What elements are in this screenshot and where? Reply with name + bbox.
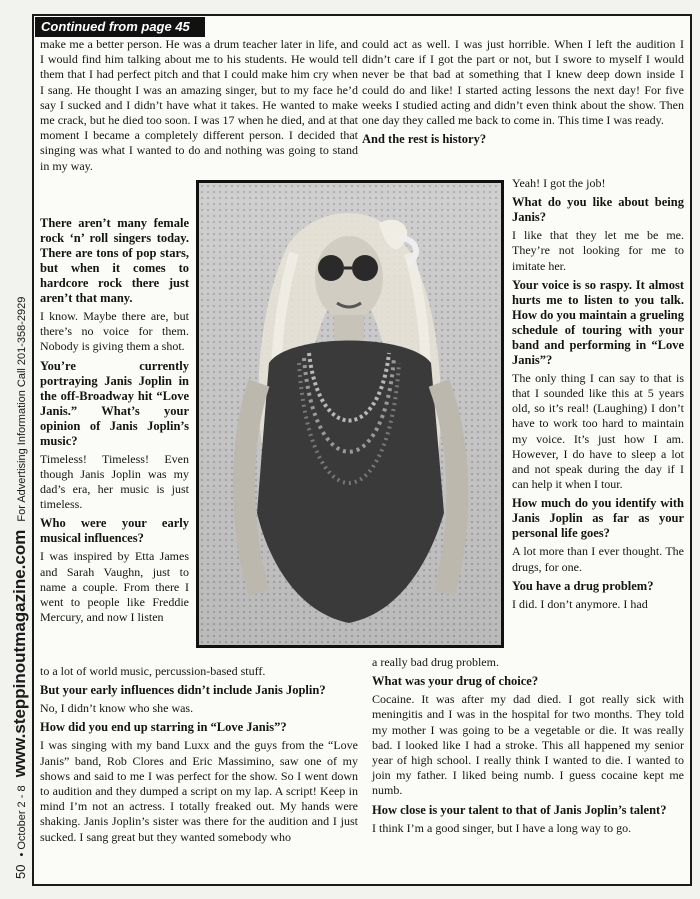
interview-answer: I like that they let me be me. They’re not looking for me to imitate her. [512,228,684,273]
interview-question: There aren’t many female rock ‘n’ roll singers today. There are tons of pop stars, but when it comes to hardcore rock there just aren’t that many. [40,216,189,305]
issue-date: • October 2 - 8 [16,785,28,857]
interview-answer: I know. Maybe there are, but there’s no voice for them. Nobody is giving them a shot. [40,309,189,354]
spine-text [10,297,30,879]
interview-answer: make me a better person. He was a drum teacher later in life, and I would find him talking about me to his students. He would tell them that I had perfect pitch and that I could make him cry when I sang. He thought I was an amazing singer, but to my face he’d say I sucked and I didn’t have what it takes. He wanted to make me crack, but he died too soon. I was 17 when he died, and at that moment I became a completely different person. I decided that singing was what I wanted to do and nothing was going to stand in my way. [40,37,358,173]
continued-banner: Continued from page 45 [35,17,205,37]
interview-answer: I did. I don’t anymore. I had [512,596,648,611]
interview-question: How much do you identify with Janis Joplin as far as your personal life goes? [512,496,684,541]
column-left-narrow [40,212,189,628]
portrait-photo [196,180,504,648]
interview-answer: A lot more than I ever thought. The drugs, for one. [512,544,684,574]
column-left-top [40,37,358,177]
interview-question: Your voice is so raspy. It almost hurts me to listen to you talk. How do you maintain a grueling schedule of touring with your band and performing in “Love Janis”? [512,277,684,367]
interview-answer: I was inspired by Etta James and Sarah Vaughn, just to name a couple. From there I went to people like Freddie Mercury, and now I listen [40,549,189,625]
interview-question: You have a drug problem? [512,578,654,593]
portrait-illustration [199,183,501,645]
interview-answer: Timeless! Timeless! Even though Janis Joplin was my dad’s era, her music is just timeless. [40,451,189,512]
interview-question: And the rest is history? [362,132,487,147]
interview-answer: I think I’m a good singer, but I have a long way to go. [372,820,632,835]
advertising-info: For Advertising Information Call 201-358-2929 [16,296,28,522]
page-number: 50 [13,864,28,879]
interview-answer: Cocaine. It was after my dad died. I got really sick with meningitis and I was in the hospital for two months. They told my mother I was going to be a vegetable or die. It was really bad. I looked like I had a stroke. This all happened my senior year of high school. I really think I wanted to die. I wanted to join my father. I liked being numb. I guess cocaine kept me numb. [372,692,684,798]
interview-answer: to a lot of world music, percussion-based stuff. [40,664,266,678]
column-left-bottom [40,664,358,848]
interview-question: What was your drug of choice? [372,674,539,689]
interview-question: What do you like about being Janis? [512,195,684,225]
interview-question: You’re currently portraying Janis Joplin in the off-Broadway hit “Love Janis.” What’s your opinion of Janis Joplin’s music? [40,358,189,448]
interview-question: How close is your talent to that of Janis Joplin’s talent? [372,802,667,817]
page-spine [0,0,30,899]
interview-answer: a really bad drug problem. [372,655,499,669]
website-url[interactable]: www.steppinoutmagazine.com [10,529,29,778]
interview-answer: The only thing I can say to that is that I sounded like this at 5 years old, so it’s real! (Laughing) I don’t have to work too hard to maintain my voice. It’s just how I am. However, I do have to sleep a lot and not speak during the day if I can help it when I tour. [512,370,684,492]
interview-question: But your early influences didn’t include Janis Joplin? [40,683,326,698]
column-right-narrow [512,176,684,615]
column-right-bottom [372,655,684,839]
interview-answer: No, I didn’t know who she was. [40,701,194,716]
interview-question: Who were your early musical influences? [40,516,189,546]
column-right-top [362,37,684,150]
interview-answer: could act as well. I was just horrible. When I left the audition I didn’t care if I got the part or not, but I swore to myself I would never be that bad at something that I knew deep down inside I could do and like! I started acting lessons the next day! For five weeks I studied acting and didn’t even think about the show. Then one day they called me back to come in. This time I was ready. [362,37,684,128]
interview-answer: Yeah! I got the job! [512,176,606,190]
interview-question: How did you end up starring in “Love Janis”? [40,720,287,735]
interview-answer: I was singing with my band Luxx and the guys from the “Love Janis” band, Rob Clores and Eric Massimino, saw one of my shows and said to me I was perfect for the show. So I went down to audition and they dumped a script on my lap. A script! Keep in mind I’m not an actress. I totally freaked out. My hands were shaking. Janis Joplin’s sister was there for the audition and I just sucked. I sang great but they wanted somebody who [40,738,358,844]
